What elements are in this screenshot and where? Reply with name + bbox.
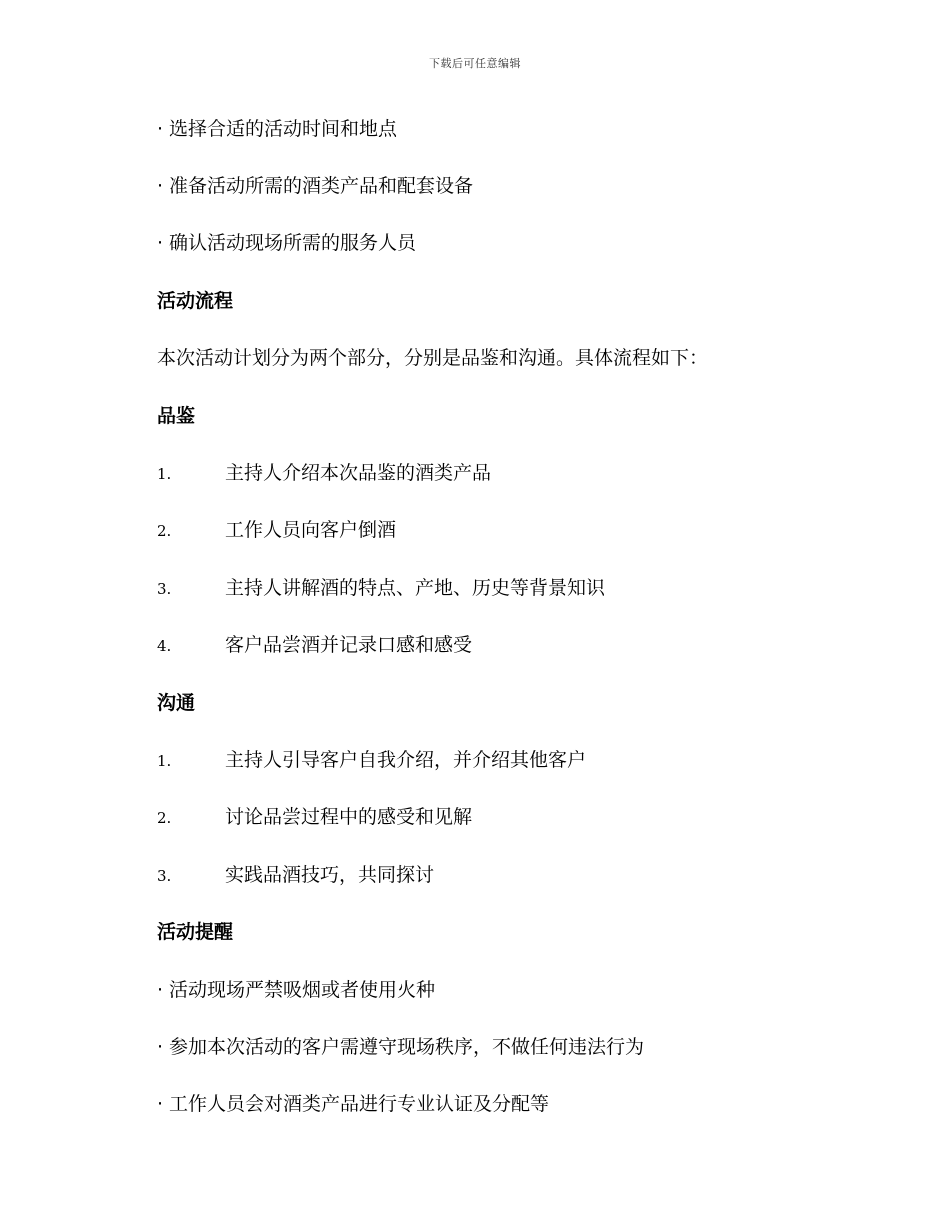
list-number: 1.	[157, 465, 172, 483]
tasting-list-item	[157, 517, 396, 544]
tasting-list-item	[157, 632, 472, 659]
section-heading-reminders: 活动提醒	[157, 921, 234, 943]
bullet-dot: ·	[157, 232, 164, 254]
prep-bullet-text: 准备活动所需的酒类产品和配套设备	[169, 175, 474, 197]
reminder-bullet-text: 活动现场严禁吸烟或者使用火种	[169, 979, 436, 1001]
list-number: 3.	[157, 580, 172, 598]
tasting-list-item	[157, 460, 491, 487]
flow-intro-paragraph: 本次活动计划分为两个部分，分别是品鉴和沟通。具体流程如下：	[157, 347, 709, 369]
bullet-dot: ·	[157, 979, 164, 1001]
list-item-text: 讨论品尝过程中的感受和见解	[225, 806, 473, 828]
reminder-bullet-item	[157, 977, 435, 1003]
list-number: 2.	[157, 809, 172, 827]
communication-list-item	[157, 862, 434, 889]
list-item-text: 工作人员向客户倒酒	[225, 519, 397, 541]
bullet-dot: ·	[157, 1093, 164, 1115]
bullet-dot: ·	[157, 118, 164, 140]
bullet-dot: ·	[157, 1036, 164, 1058]
reminder-bullet-text: 参加本次活动的客户需遵守现场秩序，不做任何违法行为	[169, 1036, 645, 1058]
section-heading-tasting: 品鉴	[157, 405, 196, 427]
list-item-text: 客户品尝酒并记录口感和感受	[225, 634, 473, 656]
reminder-bullet-text: 工作人员会对酒类产品进行专业认证及分配等	[169, 1093, 550, 1115]
list-item-text: 实践品酒技巧，共同探讨	[225, 864, 435, 886]
list-number: 2.	[157, 522, 172, 540]
communication-list-item	[157, 747, 586, 774]
list-item-text: 主持人介绍本次品鉴的酒类产品	[225, 462, 492, 484]
section-heading-flow: 活动流程	[157, 290, 234, 312]
section-heading-communication: 沟通	[157, 692, 196, 714]
list-item-text: 主持人引导客户自我介绍，并介绍其他客户	[225, 749, 587, 771]
reminder-bullet-item	[157, 1034, 644, 1060]
reminder-bullet-item	[157, 1091, 549, 1117]
list-item-text: 主持人讲解酒的特点、产地、历史等背景知识	[225, 577, 606, 599]
prep-bullet-text: 选择合适的活动时间和地点	[169, 118, 398, 140]
list-number: 3.	[157, 867, 172, 885]
prep-bullet-item	[157, 230, 416, 256]
communication-list-item	[157, 804, 472, 831]
prep-bullet-item	[157, 116, 397, 142]
list-number: 1.	[157, 752, 172, 770]
prep-bullet-item	[157, 173, 473, 199]
header-note: 下载后可任意编辑	[429, 57, 521, 70]
list-number: 4.	[157, 637, 172, 655]
prep-bullet-text: 确认活动现场所需的服务人员	[169, 232, 417, 254]
tasting-list-item	[157, 575, 605, 602]
bullet-dot: ·	[157, 175, 164, 197]
